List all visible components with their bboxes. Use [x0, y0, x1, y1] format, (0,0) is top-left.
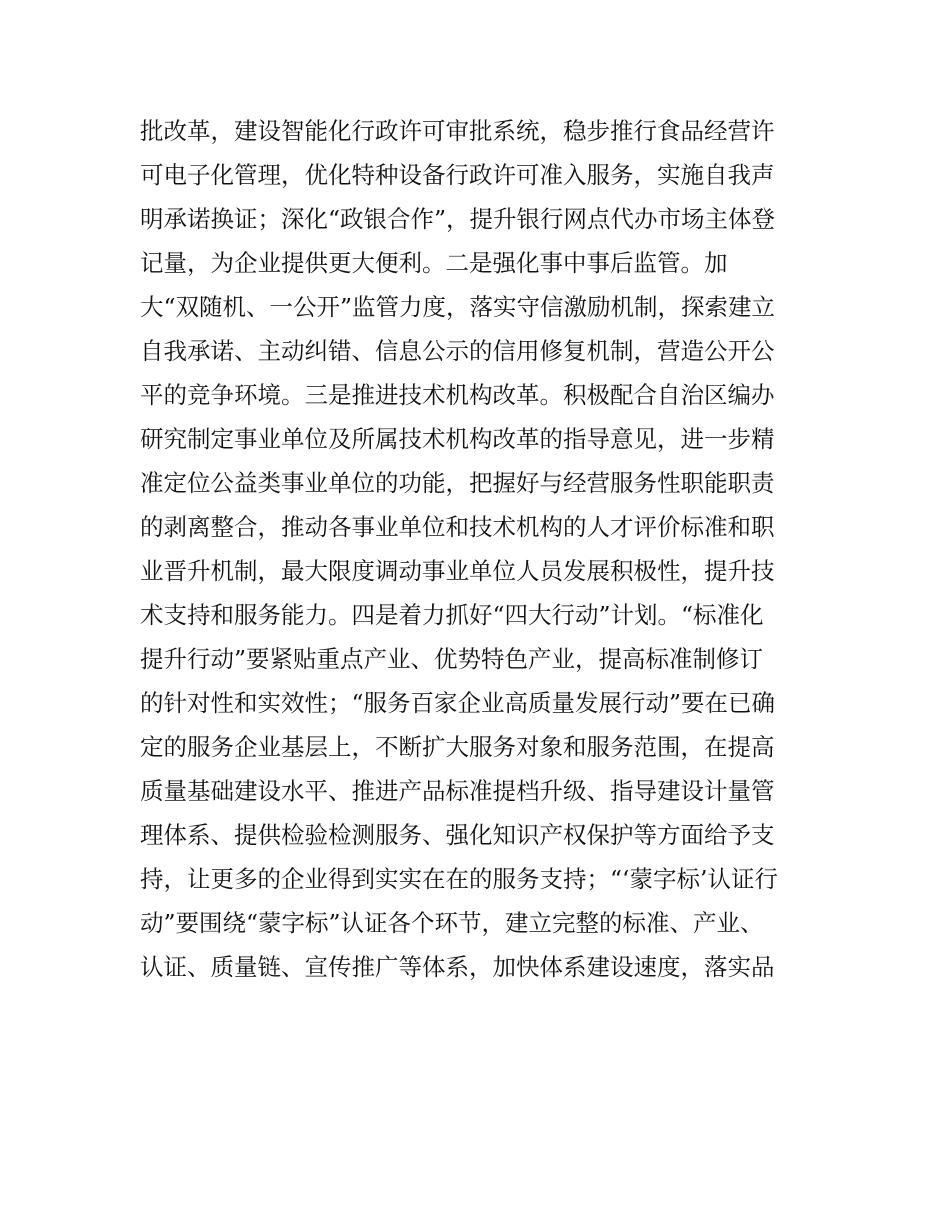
- text-line: 提升行动”要紧贴重点产业、优势特色产业，提高标准制修订: [140, 645, 764, 673]
- text-line: 可电子化管理，优化特种设备行政许可准入服务，实施自我声: [140, 161, 775, 189]
- text-line: 明承诺换证；深化“政银合作”，提升银行网点代办市场主体登: [140, 205, 776, 233]
- text-line: 术支持和服务能力。四是着力抓好“四大行动”计划。“标准化: [140, 601, 764, 629]
- text-line: 动”要围绕“蒙字标”认证各个环节，建立完整的标准、产业、: [140, 909, 764, 937]
- text-line: 理体系、提供检验检测服务、强化知识产权保护等方面给予支: [140, 821, 775, 849]
- text-line: 研究制定事业单位及所属技术机构改革的指导意见，进一步精: [140, 425, 775, 453]
- text-line: 批改革，建设智能化行政许可审批系统，稳步推行食品经营许: [140, 117, 775, 145]
- text-line: 记量，为企业提供更大便利。二是强化事中事后监管。加: [140, 249, 728, 277]
- body-text: [140, 109, 820, 989]
- text-line: 准定位公益类事业单位的功能，把握好与经营服务性职能职责: [140, 469, 775, 497]
- text-line: 平的竞争环境。三是推进技术机构改革。积极配合自治区编办: [140, 381, 775, 409]
- text-line: 持，让更多的企业得到实实在在的服务支持；“‘蒙字标’认证行: [140, 865, 778, 893]
- text-line: 认证、质量链、宣传推广等体系，加快体系建设速度，落实品: [140, 953, 775, 981]
- text-line: 自我承诺、主动纠错、信息公示的信用修复机制，营造公开公: [140, 337, 775, 365]
- text-line: 的剥离整合，推动各事业单位和技术机构的人才评价标准和职: [140, 513, 775, 541]
- text-line: 大“双随机、一公开”监管力度，落实守信激励机制，探索建立: [140, 293, 776, 321]
- text-line: 的针对性和实效性；“服务百家企业高质量发展行动”要在已确: [140, 689, 776, 717]
- text-line: 业晋升机制，最大限度调动事业单位人员发展积极性，提升技: [140, 557, 775, 585]
- text-line: 定的服务企业基层上，不断扩大服务对象和服务范围，在提高: [140, 733, 775, 761]
- text-line: 质量基础建设水平、推进产品标准提档升级、指导建设计量管: [140, 777, 775, 805]
